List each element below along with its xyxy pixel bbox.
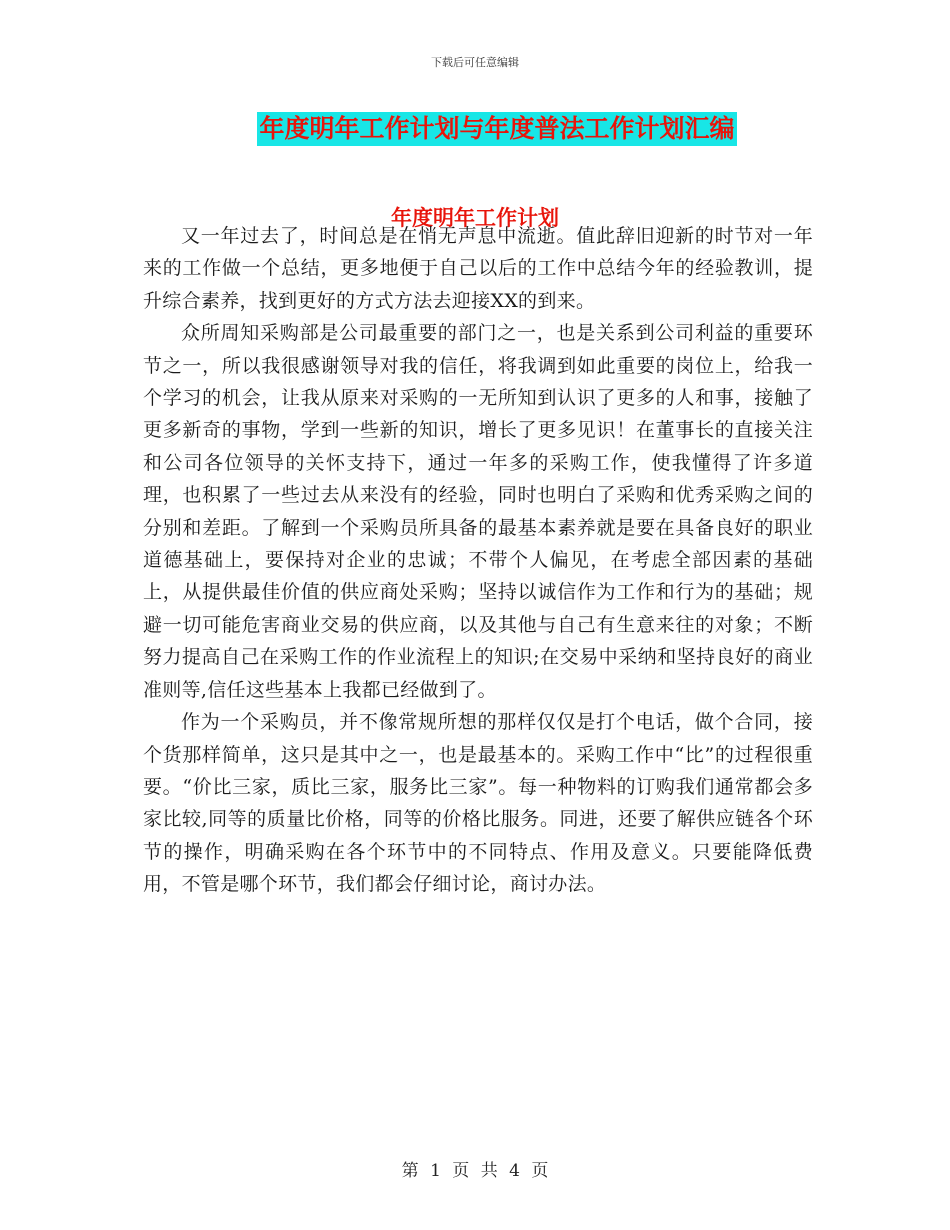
paragraph-2: 众所周知采购部是公司最重要的部门之一，也是关系到公司利益的重要环节之一，所以我很感谢领导对我的信任，将我调到如此重要的岗位上，给我一个学习的机会，让我从原来对采购的一无所知到认识了更多的人和事，接触了更多新奇的事物，学到一些新的知识，增长了更多见识！在董事长的直接关注和公司各位领导的关怀支持下，通过一年多的采购工作，使我懂得了许多道理，也积累了一些过去从来没有的经验，同时也明白了采购和优秀采购之间的分别和差距。了解到一个采购员所具备的最基本素养就是要在具备良好的职业道德基础上，要保持对企业的忠诚；不带个人偏见，在考虑全部因素的基础上，从提供最佳价值的供应商处采购；坚持以诚信作为工作和行为的基础；规避一切可能危害商业交易的供应商，以及其他与自己有生意来往的对象；不断努力提高自己在采购工作的作业流程上的知识;在交易中采纳和坚持良好的商业准则等,信任这些基本上我都已经做到了。 (143, 322, 813, 701)
paragraph-1: 又一年过去了，时间总是在悄无声息中流逝。值此辞旧迎新的时节对一年来的工作做一个总结，更多地便于自己以后的工作中总结今年的经验教训，提升综合素养，找到更好的方式方法去迎接XX的到来。 (143, 225, 813, 312)
document-main-title: 年度明年工作计划与年度普法工作计划汇编 (257, 112, 736, 146)
download-note: 下载后可任意编辑 (431, 56, 519, 69)
document-body (143, 220, 813, 901)
page-number-footer: 第 1 页 共 4 页 (401, 1161, 549, 1181)
section-title: 年度明年工作计划 (391, 206, 559, 230)
main-title-container (0, 112, 950, 146)
paragraph-3: 作为一个采购员，并不像常规所想的那样仅仅是打个电话，做个合同，接个货那样简单，这只是其中之一，也是最基本的。采购工作中“比”的过程很重要。“价比三家，质比三家，服务比三家”。每一种物料的订购我们通常都会多家比较,同等的质量比价格，同等的价格比服务。同进，还要了解供应链各个环节的操作，明确采购在各个环节中的不同特点、作用及意义。只要能降低费用，不管是哪个环节，我们都会仔细讨论，商讨办法。 (143, 711, 813, 896)
